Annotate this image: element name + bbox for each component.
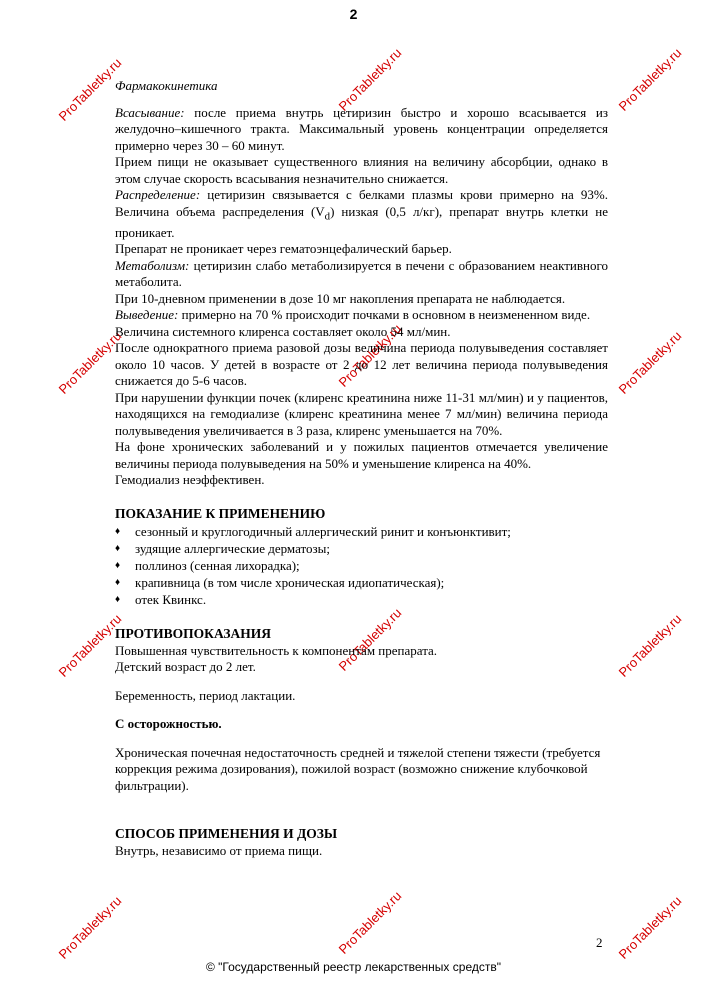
caution-heading: С осторожностью. (115, 716, 222, 732)
list-item: ♦ отек Квинкс. (115, 592, 207, 608)
contraindications-heading: ПРОТИВОПОКАЗАНИЯ (115, 626, 272, 642)
metabolism-label: Метаболизм: (115, 257, 190, 273)
list-item: ♦ поллиноз (сенная лихорадка); (115, 558, 300, 574)
accumulation-paragraph: При 10-дневном применении в дозе 10 мг накопления препарата не наблюдается. (115, 290, 566, 306)
contraindication-line: Беременность, период лактации. (115, 687, 296, 703)
watermark: ProTabletky.ru (335, 45, 405, 114)
diamond-bullet-icon: ♦ (115, 577, 121, 589)
watermark: ProTabletky.ru (335, 605, 405, 674)
diamond-bullet-icon: ♦ (115, 560, 121, 572)
absorption-paragraph (115, 105, 608, 155)
halflife-paragraph: После однократного приема разовой дозы величина периода полувыведения составляет около 10 часов. У детей в возрасте от 2 до 12 лет величина периода полувыведения снижается до 5-6 часов. (115, 340, 608, 389)
dosage-paragraph: Внутрь, независимо от приема пищи. (115, 842, 323, 858)
watermark: ProTabletky.ru (615, 893, 685, 962)
diamond-bullet-icon: ♦ (115, 543, 121, 555)
distribution-paragraph (115, 187, 608, 241)
watermark: ProTabletky.ru (55, 328, 125, 397)
caution-paragraph: Хроническая почечная недостаточность средней и тяжелой степени тяжести (требуется коррекция режима дозирования), пожилой возраст (возможно снижение клубочковой фильтрации). (115, 744, 601, 793)
bbb-paragraph: Препарат не проникает через гематоэнцефалический барьер. (115, 241, 452, 257)
watermark: ProTabletky.ru (55, 611, 125, 680)
distribution-text-2: ) низкая (0,5 л/кг), препарат внутрь клетки не проникает. (115, 203, 608, 240)
page-number-top: 2 (349, 6, 358, 22)
excretion-paragraph (115, 307, 608, 324)
watermark: ProTabletky.ru (615, 45, 685, 114)
elderly-paragraph: На фоне хронических заболеваний и у пожилых пациентов отмечается увеличение величины периода полувыведения на 50% и уменьшение клиренса на 40%. (115, 439, 608, 471)
watermark: ProTabletky.ru (615, 328, 685, 397)
watermark: ProTabletky.ru (55, 893, 125, 962)
food-paragraph: Прием пищи не оказывает существенного влияния на величину абсорбции, однако в этом случае скорость всасывания незначительно снижается. (115, 154, 608, 186)
watermark: ProTabletky.ru (335, 321, 405, 390)
pharmacokinetics-heading: Фармакокинетика (115, 78, 218, 93)
document-body (115, 78, 608, 859)
diamond-bullet-icon: ♦ (115, 526, 121, 538)
excretion-text: примерно на 70 % происходит почками в основном в неизмененном виде. (178, 307, 591, 323)
dosage-heading: СПОСОБ ПРИМЕНЕНИЯ И ДОЗЫ (115, 826, 338, 842)
watermark: ProTabletky.ru (335, 888, 405, 957)
dialysis-paragraph: Гемодиализ неэффективен. (115, 472, 265, 488)
footer-copyright: © "Государственный реестр лекарственных средств" (206, 960, 501, 974)
page-number-bottom: 2 (596, 935, 603, 950)
renal-paragraph: При нарушении функции почек (клиренс креатинина ниже 11-31 мл/мин) и у пациентов, находящихся на гемодиализе (клиренс креатинина менее 7 мл/мин) величина периода полувыведения увеличивается в 3 раза, клиренс уменьшается на 70%. (115, 389, 608, 438)
distribution-subscript: d (324, 210, 331, 223)
list-item: ♦ крапивница (в том числе хроническая идиопатическая); (115, 575, 445, 591)
diamond-bullet-icon: ♦ (115, 594, 121, 606)
watermark: ProTabletky.ru (615, 611, 685, 680)
indications-list (115, 523, 608, 608)
list-item: ♦ зудящие аллергические дерматозы; (115, 541, 330, 557)
distribution-label: Распределение: (115, 187, 201, 202)
metabolism-text: цетиризин слабо метаболизируется в печени с образованием неактивного метаболита. (115, 257, 608, 290)
distribution-text-1: цетиризин связывается с белками плазмы крови примерно на 93%. Величина объема распределения (V (115, 187, 608, 219)
contraindication-line: Детский возраст до 2 лет. (115, 659, 256, 675)
watermark: ProTabletky.ru (55, 55, 125, 124)
contraindication-line: Повышенная чувствительность к компонентам препарата. (115, 642, 438, 658)
metabolism-paragraph (115, 258, 608, 291)
list-item: ♦ сезонный и круглогодичный аллергический ринит и конъюнктивит; (115, 524, 511, 540)
indications-heading: ПОКАЗАНИЕ К ПРИМЕНЕНИЮ (115, 505, 326, 521)
excretion-label: Выведение: (115, 307, 179, 323)
clearance-paragraph: Величина системного клиренса составляет около 54 мл/мин. (115, 323, 451, 339)
absorption-label: Всасывание: (115, 104, 185, 120)
absorption-text: после приема внутрь цетиризин быстро и хорошо всасывается из желудочно–кишечного тракта. Максимальный уровень концентрации определяется примерно через 30 – 60 минут. (115, 104, 608, 153)
